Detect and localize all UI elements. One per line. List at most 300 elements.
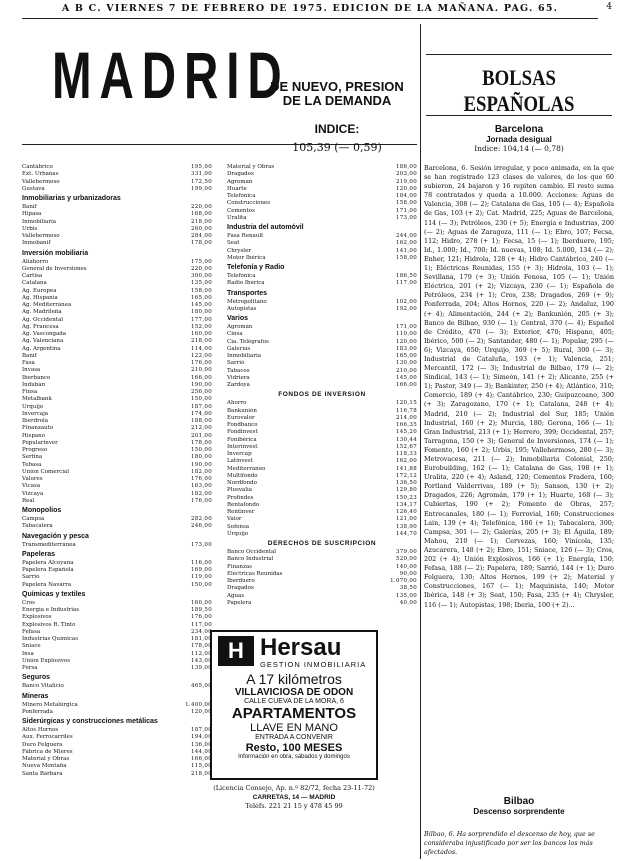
ticker-row [22, 288, 212, 295]
ticker-value: 143,00 [190, 657, 212, 664]
ticker-value: 219,00 [395, 178, 417, 185]
ticker-name: Bankunión [227, 407, 257, 414]
ticker-value: 121,00 [395, 516, 417, 523]
ticker-name: Urquijo [22, 403, 44, 410]
ticker-value: 171,00 [395, 324, 417, 330]
ticker-value: 244,00 [395, 233, 417, 239]
ticker-section-heading: Telefonía y Radio [227, 264, 285, 271]
ticker-row [22, 266, 212, 273]
ticker-name: Real [22, 497, 35, 504]
ticker-value: 246,00 [190, 523, 212, 530]
ticker-value: 190,00 [190, 381, 212, 388]
ticker-value: 115,00 [190, 763, 212, 770]
ticker-row [22, 582, 212, 589]
ticker-name: Unión Comercial [22, 468, 70, 475]
ticker-value: 145,00 [395, 374, 417, 381]
ticker-value: 150,00 [190, 447, 212, 453]
ticker-row [22, 523, 212, 530]
ticker-section-heading: Inversión mobiliaria [22, 249, 89, 257]
ticker-name: Finanzas [227, 563, 252, 570]
ticker-row [22, 317, 212, 324]
corner-mark: 4 [606, 2, 612, 12]
ticker-section-heading: Inmobiliarias y urbanizadoras [22, 195, 121, 202]
bilbao-report: Bilbao, 6. Ha sorprendido el descenso de hoy, que se consideraba injustificado por ser los bancos los más afectados. [424, 830, 595, 856]
ticker-value: 218,00 [190, 770, 212, 777]
ticker-row [22, 483, 212, 490]
ticker-row [227, 578, 417, 585]
ticker-name: Explosivos [22, 614, 52, 621]
ticker-row [227, 571, 417, 578]
ticker-name: Fefasa [22, 628, 41, 635]
ticker-value: 190,00 [190, 461, 212, 468]
ticker-value: 116,00 [190, 559, 212, 566]
ticker-row [22, 273, 212, 280]
ticker-name: Uralita [227, 214, 247, 221]
ticker-value: 1.400,00 [185, 701, 212, 708]
ticker-value: 129,80 [395, 487, 417, 494]
ticker-name: Plusvalía [227, 487, 253, 494]
ticker-name: Eléctricas Reunidas [227, 570, 283, 577]
ticker-row [227, 240, 417, 247]
ticker-row [22, 542, 212, 549]
ticker-value: 210,00 [395, 367, 417, 374]
ticker-value: 168,00 [190, 211, 212, 218]
barcelona-heading [424, 124, 614, 153]
ticker-name: Aux. Ferrocarriles [22, 734, 73, 741]
ticker-value: 117,00 [395, 280, 417, 287]
ticker-name: Profindes [227, 494, 254, 501]
bolsas-banner [426, 54, 612, 116]
ticker-name: Cementos [227, 207, 255, 214]
ticker-value: 300,00 [190, 273, 212, 279]
ticker-name: Ag. Hispania [22, 294, 58, 301]
ad-phones: Teléfs. 221 21 15 y 478 45 99 [245, 802, 343, 810]
ticker-name: Unión Explosivos [22, 657, 71, 664]
ticker-value: 120,00 [395, 185, 417, 192]
ticker-value: 210,00 [190, 367, 212, 374]
ticker-row [227, 375, 417, 382]
ticker-row [227, 422, 417, 429]
ticker-row [227, 248, 417, 255]
ticker-value: 260,00 [190, 225, 212, 232]
ticker-name: Ag. Mediterránea [22, 302, 72, 308]
ticker-value: 1.070,00 [390, 578, 417, 584]
ticker-row [227, 233, 417, 240]
ticker-row [227, 585, 417, 592]
ticker-name: Ag. Vascongada [22, 331, 67, 337]
ticker-value: 187,00 [190, 403, 212, 410]
ticker-name: Sarrió [227, 360, 245, 367]
ticker-name: Papelera Alcoyana [22, 559, 74, 566]
ticker-value: 166,00 [190, 374, 212, 381]
ticker-value: 183,00 [395, 345, 417, 352]
ticker-row [227, 273, 417, 280]
bolsas-section [424, 24, 616, 859]
ticker-name: Aliahorro [22, 258, 49, 265]
ad-license: (Licencia Consejo, Ap. n.º 82/72, fecha 23-11-72) [213, 784, 375, 792]
ticker-row [22, 219, 212, 226]
ticker-row [22, 567, 212, 574]
ticker-row [22, 211, 212, 218]
ticker-subsection-heading: FONDOS DE INVERSION [278, 391, 366, 399]
ticker-row [22, 447, 212, 454]
ticker-value: 194,00 [190, 734, 212, 741]
ticker-value: 187,00 [190, 727, 212, 733]
ticker-section-heading: Seguros [22, 674, 51, 682]
ticker-row [22, 658, 212, 665]
ticker-value: 175,00 [190, 258, 212, 265]
ticker-value: 135,00 [395, 592, 417, 599]
hersau-logo: H [218, 636, 254, 666]
ticker-row [22, 469, 212, 476]
ticker-value: 141,00 [395, 247, 417, 254]
ticker-row [22, 404, 212, 411]
bilbao-jornada: Descenso sorprendente [473, 807, 565, 816]
ticker-row [227, 415, 417, 422]
ticker-name: Fersa [22, 665, 38, 671]
ticker-name: Invercaja [22, 410, 49, 417]
ticker-row [22, 367, 212, 374]
ticker-value: 199,00 [190, 185, 212, 192]
ticker-name: Invercap [227, 451, 252, 457]
ticker-name: Ag. Europea [22, 287, 57, 294]
ticker-name: Sofonsa [227, 523, 250, 530]
ticker-value: 160,00 [190, 331, 212, 337]
ticker-row [227, 408, 417, 415]
ticker-value: 163,00 [190, 483, 212, 490]
ad-distance: A 17 kilómetros [246, 671, 342, 687]
ticker-row [22, 295, 212, 302]
ticker-value: 218,00 [190, 218, 212, 225]
ticker-row [22, 389, 212, 396]
ticker-value: 176,00 [190, 497, 212, 504]
ticker-row [22, 560, 212, 567]
ticker-row [22, 454, 212, 461]
ticker-row [22, 476, 212, 483]
barcelona-jornada: Jornada desigual [486, 135, 552, 144]
ticker-value: 186,00 [395, 164, 417, 170]
ticker-row [22, 600, 212, 607]
ticker-name: Serfina [22, 454, 43, 461]
madrid-title: MADRID [52, 38, 290, 112]
ticker-row [227, 516, 417, 523]
ticker-row [227, 451, 417, 458]
ticker-name: Inmobiliaria [22, 218, 56, 225]
ticker-left-column [22, 164, 212, 778]
ticker-value: 120,00 [395, 338, 417, 345]
ticker-row [22, 643, 212, 650]
ticker-name: Agroman [227, 178, 253, 185]
ticker-value: 180,00 [190, 309, 212, 316]
ticker-name: Aguas [227, 592, 245, 599]
ticker-value: 220,00 [190, 265, 212, 272]
index-label: INDICE: [314, 122, 360, 136]
ticker-row [22, 491, 212, 498]
ticker-name: Fábrica de Mieres [22, 748, 73, 755]
ticker-name: Mediterráneo [227, 465, 266, 472]
ticker-name: Cinsa [227, 331, 243, 338]
ticker-row [22, 498, 212, 505]
ticker-value: 150,00 [190, 396, 212, 403]
ticker-value: 150,00 [190, 581, 212, 588]
ticker-name: Chrysler [227, 247, 251, 254]
ticker-row [22, 651, 212, 658]
ticker-value: 192,00 [395, 305, 417, 312]
ticker-name: Cantábrico [22, 164, 53, 170]
ticker-name: Ag. Valenciana [22, 338, 64, 345]
ticker-name: Urbis [22, 225, 38, 232]
bilbao-city: Bilbao [503, 796, 535, 807]
ad-street-address: CARRETAS, 14 — MADRID [252, 794, 336, 801]
ticker-row [227, 429, 417, 436]
ticker-row [227, 186, 417, 193]
ticker-value: 182,00 [190, 468, 212, 475]
ticker-value: 465,00 [190, 683, 212, 690]
ticker-row [22, 433, 212, 440]
ticker-row [22, 382, 212, 389]
ticker-value: 122,00 [190, 352, 212, 359]
ticker-row [227, 324, 417, 331]
ticker-row [22, 734, 212, 741]
ticker-name: Telefónica [227, 193, 256, 199]
ticker-name: Industrias Químicas [22, 636, 79, 642]
ticker-row [22, 240, 212, 247]
ticker-name: Progreso [22, 447, 48, 453]
ticker-value: 160,00 [190, 599, 212, 606]
ticker-value: 114,00 [190, 345, 212, 352]
ticker-value: 174,00 [190, 410, 212, 417]
madrid-section [22, 24, 417, 859]
ticker-value: 182,00 [190, 490, 212, 497]
ticker-row [22, 749, 212, 756]
ticker-name: Tabacalera [22, 523, 53, 530]
ticker-row [227, 280, 417, 287]
ticker-row [227, 458, 417, 465]
barcelona-report: Barcelona, 6. Sesión irregular, y poco animada, en la que se han registrado 123 clases de valores, de los que 60 subieron, 24 bajaron y 16 repiten cambio. El resto suma 78 contratados y queda a 10.000. Acciones: Aguas de Valencia, 308 (— 2); Catalana de Gas, 105 (— 4); Española de Gas, 103 (+ 2); Cat. Madrid, 225; Aguas de Barcelona, 114 (— 3); Petróleos, 230 (+ 5); Energía e Industrias, 200 (— 2); Aguas de Zaragoza, 111 (— 1); Ebro, 107; Fecsa, 112; Hidro, 278 (+ 1); Fecsa, 15 (— 1); Iberduero, 195; Id., 1.000; Id., 700; Id. nuevas, 108; Id. 5.000, 134 (— 2); Enher, 121; Hidrola, 128 (+ 4); Hidro Cantábrico, 240 (— 1); Eléctricas Reunidas, 155 (+ 3); Hidrola, 103 (— 1); Sevillana, 179 (+ 3); Unión Fenosa, 105 (— 1); Unión Eléctrica, 201 (+ 2); Vizcaya, 230 (— 1); Española de Petróleos, 234 (+ 1); Cros, 238; Dragados, 269 (+ 9); Ponferrada, 204; Altos Hornos, 220 (— 2); Andaluz, 190 (+ 4); Alimentación, 244 (+ 2); Bankunión, 205 (+ 3); Banco de Bilbao, 930 (— 1); Central, 370 (— 4); Español de Crédito, 470 (— 3); Exterior, 470; Hispano, 405; Ibérico, 500 (— 2); Santander, 480 (— 1); Popular, 295 (— 6); Vizcaya, 650; Urquijo, 369 (+ 5); Rural, 300 (— 3); Industrial de Cataluña, 193 (+ 1); Valencia, 251; Mercantil, 172 (— 3); Industrial de Bilbao, 179 (— 2); Sindical, 143 (— 1); Simeón, 141 (+ 2); Alicante, 255 (+ 1); Pastor, 349 (— 3); Bankinter, 250 (+ 4); Atlántico, 310; Comercio, 189 (+ 4); Cantábrico, 230; Guipuzcoano, 300 (+ 3); Zaragozano, 170 (+ 1); Catalana, 248 (+ 4); Madrid, 210 (— 2); Industrial del Sur, 185; Unión Industrial, 160 (+ 2); Murcia, 180; Gerona, 166 (— 1); Gran Industrial, 213 (+ 1); Herrero, 399; Occidental, 257; Tarragona, 150 (+ 3); General de Inversiones, 174 (— 1); Fomento, 160 (+ 2); Urbis, 195; Vallehermoso, 280 (— 3); Metrovacesa, 211 (— 2); Inmobiliaria Colonial, 250; Eurobuilding, 162 (— 1); Catalana de Gas, 198 (+ 1); Uralita, 220 (+ 4); Asland, 120; Cementos Fradera, 160; Portland Valderrivas, 189 (+ 5); Sanson, 130 (+ 2); Dragados, 226; Agromán, 179 (+ 1); Huarte, 168 (— 3); Cubiertas, 190 (+ 2); Fomento de Obras, 257; Entrecanales, 180 (— 1); Ferrovial, 160; Construcciones Lain, 139 (+ 4); Telefónica, 186 (+ 1); Tabacalera, 300; Campsa, 301 (— 2); Galerías, 205 (+ 3); El Águila, 189; Mahou, 210 (— 1); Cervezas, 160; Vinícola, 135; Azucarera, 148 (+ 2); Ebro, 151; Sniace, 126 (— 3); Cros, 202 (+ 4); Unión Explosivos, 166 (+ 1); Energía, 150; Fefasa, 188 (— 2); Papelera, 189; Sarrió, 144 (+ 1); Duro Felguera, 130; Altos Hornos, 199 (+ 2); Material y Construcciones, 167 (— 1); Maquinista, 140; Motor Ibérica, 148 (+ 3); Seat, 150; Fasa, 235 (+ 4); Chrysler, 116 (— 1); Autopistas, 198; Iberia, 100 (+ 2)... [424, 164, 614, 609]
ticker-value: 220,00 [190, 204, 212, 210]
ticker-name: Fondbanco [227, 422, 258, 428]
ticker-value: 178,00 [190, 643, 212, 650]
ticker-value: 158,00 [190, 287, 212, 294]
ticker-row [227, 524, 417, 531]
ad-turnkey: LLAVE EN MANO [250, 722, 338, 734]
ticker-name: Cía. Telégrafos [227, 338, 269, 345]
ticker-name: Papelera Española [22, 567, 74, 573]
ticker-name: Insa [22, 650, 34, 657]
ticker-row [22, 346, 212, 353]
ticker-row [22, 516, 212, 523]
column-divider [420, 24, 421, 859]
ticker-value: 135,00 [190, 280, 212, 287]
ticker-row [22, 702, 212, 709]
ticker-row [22, 375, 212, 382]
ad-town: VILLAVICIOSA DE ODON [234, 687, 354, 698]
ticker-row [227, 200, 417, 207]
ticker-value: 152,00 [190, 323, 212, 330]
ticker-row [22, 338, 212, 345]
ticker-name: Fasa [22, 360, 35, 366]
ticker-row [227, 487, 417, 494]
ticker-section-heading: Siderúrgicas y construcciones metálicas [22, 718, 158, 725]
ticker-row [227, 353, 417, 360]
ticker-value: 180,00 [190, 454, 212, 461]
ticker-row [22, 259, 212, 266]
ticker-row [22, 353, 212, 360]
ticker-value: 189,50 [190, 607, 212, 613]
ticker-name: Latinvest [227, 458, 253, 465]
ticker-section-heading: Varios [227, 315, 249, 322]
page-header: A B C. VIERNES 7 DE FEBRERO DE 1975. EDICION DE LA MAÑANA. PAG. 65. [61, 3, 559, 14]
ticker-row [22, 186, 212, 193]
ticker-value: 150,23 [395, 494, 417, 501]
ticker-value: 331,00 [190, 171, 212, 178]
ticker-row [22, 756, 212, 763]
ticker-name: Ag. Argentina [22, 345, 61, 352]
ticker-value: 169,00 [190, 567, 212, 573]
ticker-row [227, 600, 417, 607]
ad-terms: Resto, 100 MESES [245, 742, 343, 754]
ticker-section-heading: Químicas y textiles [22, 590, 86, 598]
ticker-name: Huarte [227, 185, 247, 192]
header-rule [22, 18, 598, 19]
ticker-value: 126,40 [395, 509, 417, 515]
ticker-value: 141,88 [395, 465, 417, 472]
ticker-value: 134,17 [395, 501, 417, 508]
ticker-name: Nueva Montaña [22, 763, 67, 770]
ticker-row [22, 629, 212, 636]
ticker-name: Telefónica [227, 273, 256, 279]
ticker-row [22, 280, 212, 287]
index-value: 105,39 (— 0,59) [292, 141, 382, 154]
ticker-name: Seat [227, 240, 240, 247]
ticker-row [227, 360, 417, 367]
bolsas-title: BOLSAS ESPAÑOLAS [463, 65, 575, 116]
ticker-value: 195,00 [190, 164, 212, 170]
ticker-name: Autopistas [227, 305, 257, 312]
ticker-name: Valor [227, 516, 242, 523]
ticker-row [227, 208, 417, 215]
ticker-name: Agromán [227, 324, 253, 330]
ad-brand: Hersau [260, 634, 342, 661]
ticker-value: 165,00 [395, 353, 417, 359]
madrid-headline: DE NUEVO, PRESION DE LA DEMANDA [270, 79, 404, 108]
ticker-row [227, 215, 417, 222]
ticker-value: 520,00 [395, 556, 417, 563]
ticker-value: 102,00 [395, 298, 417, 305]
bilbao-heading [424, 796, 614, 816]
ticker-name: Material y Obras [227, 164, 275, 170]
ticker-value: 145,00 [190, 302, 212, 308]
ticker-name: Ag. Francesa [22, 323, 59, 330]
ticker-row [227, 339, 417, 346]
ticker-value: 117,00 [190, 621, 212, 628]
ticker-value: 166,00 [190, 756, 212, 762]
ticker-row [22, 727, 212, 734]
ticker-name: Finanzauto [22, 425, 54, 432]
ticker-section-heading: Monopolios [22, 507, 62, 514]
ticker-value: 171,00 [395, 207, 417, 214]
ticker-row [227, 531, 417, 538]
ticker-name: Iberbanco [22, 374, 51, 381]
ticker-name: Zardoya [227, 382, 250, 388]
ticker-name: Gustava [22, 185, 45, 192]
ticker-value: 176,00 [190, 614, 212, 621]
ticker-value: 218,00 [190, 338, 212, 345]
ticker-value: 172,12 [395, 472, 417, 479]
ticker-row [22, 324, 212, 331]
ticker-section-heading: Navegación y pesca [22, 532, 89, 540]
ticker-row [227, 556, 417, 563]
ticker-row [22, 607, 212, 614]
ticker-row [227, 549, 417, 556]
ticker-value: 166,35 [395, 422, 417, 428]
ticker-row [227, 480, 417, 487]
ticker-value: 178,00 [190, 439, 212, 446]
ticker-row [22, 665, 212, 672]
ticker-name: Cartisa [22, 273, 43, 279]
ticker-name: Ext. Urbanas [22, 171, 59, 178]
ticker-value: 379,00 [395, 549, 417, 555]
ticker-name: Sarrió [22, 574, 40, 581]
ticker-value: 120,15 [395, 400, 417, 407]
ticker-name: Inmobanif [22, 240, 51, 247]
ticker-name: Vallehermoso [22, 233, 60, 239]
ticker-row [22, 309, 212, 316]
ticker-row [227, 473, 417, 480]
barcelona-city: Barcelona [494, 124, 544, 135]
ticker-value: 176,00 [190, 476, 212, 482]
barcelona-indice: Indice: 104,14 (— 0,78) [474, 144, 564, 153]
ticker-row [227, 306, 417, 313]
ticker-row [22, 226, 212, 233]
ticker-section-heading: Mineras [22, 692, 49, 700]
ticker-value: 130,00 [395, 360, 417, 367]
ticker-name: Vallehermoso [22, 178, 60, 185]
ticker-row [22, 302, 212, 309]
ticker-row [227, 368, 417, 375]
ticker-name: Material y Obras [22, 756, 70, 762]
ticker-name: Dragados [227, 585, 254, 592]
ticker-name: Banif [22, 352, 37, 359]
ticker-row [22, 462, 212, 469]
ticker-row [22, 396, 212, 403]
ticker-value: 173,00 [190, 541, 212, 548]
ticker-value: 120,00 [190, 708, 212, 715]
ticker-name: Metalbank [22, 396, 52, 403]
ticker-name: Fasa Renault [227, 233, 264, 239]
ticker-value: 234,00 [190, 628, 212, 635]
ticker-row [227, 495, 417, 502]
ticker-row [227, 193, 417, 200]
ticker-name: Vizcaya [22, 490, 44, 497]
ticker-name: Finsa [22, 389, 38, 395]
ticker-row [22, 440, 212, 447]
ticker-name: Ahorro [227, 400, 247, 407]
ticker-name: Metropolitano [227, 298, 267, 305]
ticker-section-heading: Papeleras [22, 550, 56, 558]
ticker-name: Tebasa [22, 461, 42, 468]
ticker-value: 90,00 [399, 570, 417, 577]
ticker-value: 140,00 [395, 563, 417, 570]
ticker-name: Hispano [22, 432, 46, 439]
ticker-value: 184,00 [395, 193, 417, 199]
ticker-name: Banco Occidental [227, 549, 276, 555]
ticker-row [227, 299, 417, 306]
ticker-name: Santa Bárbara [22, 770, 63, 777]
ticker-value: 203,00 [395, 171, 417, 178]
ticker-row [22, 411, 212, 418]
ticker-value: 40,00 [399, 599, 417, 606]
